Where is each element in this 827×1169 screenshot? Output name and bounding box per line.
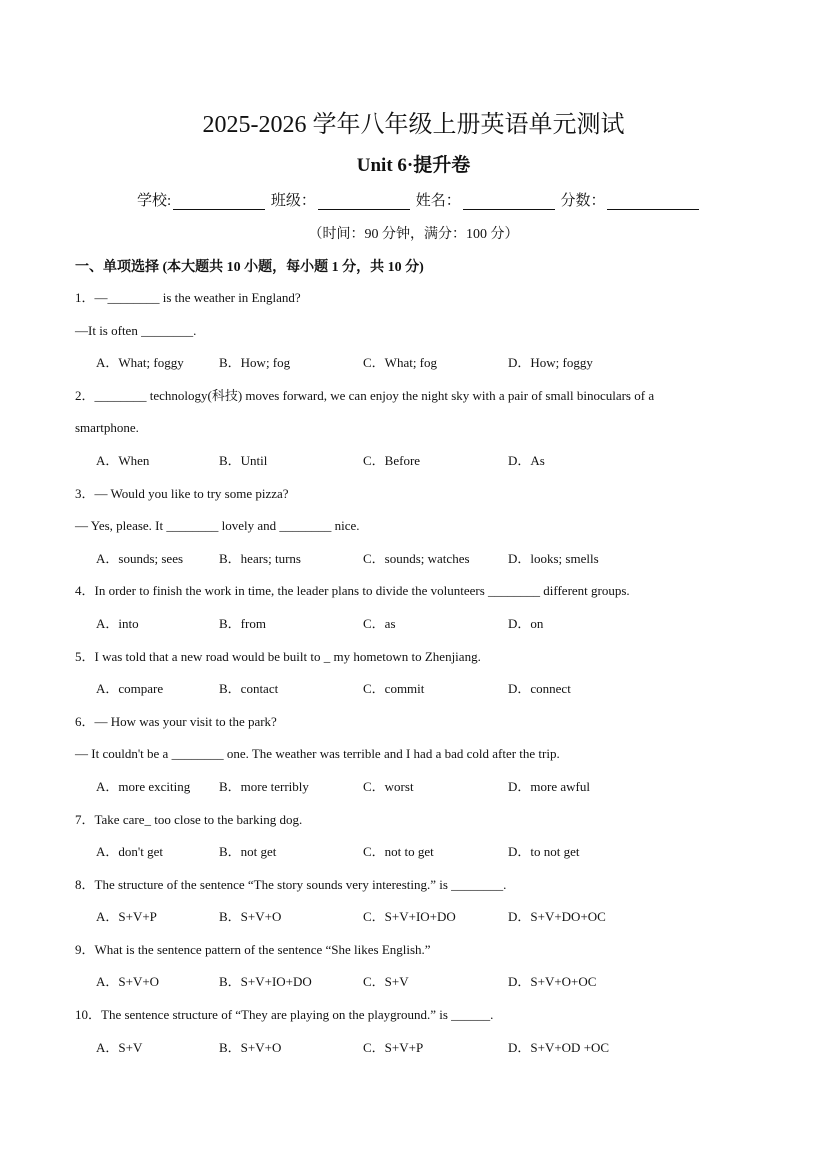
question-9 xyxy=(75,940,735,1005)
question-text: 8．The structure of the sentence “The story sounds very interesting.” is ________. xyxy=(75,876,507,892)
answer-option: D．to not get xyxy=(508,844,580,860)
score-field[interactable] xyxy=(607,193,699,210)
question-text: 5．I was told that a new road would be built to _ my hometown to Zhenjiang. xyxy=(75,648,481,664)
answer-option: B．from xyxy=(219,615,266,631)
answer-option: B．S+V+O xyxy=(219,1039,282,1055)
question-text: — Yes, please. It ________ lovely and ________ nice. xyxy=(75,518,360,534)
option-row xyxy=(75,972,735,1005)
time-note: （时间：90 分钟，满分：100 分） xyxy=(308,227,519,242)
question-3 xyxy=(75,484,735,582)
question-text: 6．— How was your visit to the park? xyxy=(75,713,277,729)
answer-option: C．worst xyxy=(363,778,414,794)
question-text: —It is often ________. xyxy=(75,322,197,338)
answer-option: D．on xyxy=(508,615,544,631)
answer-option: D．As xyxy=(508,452,545,468)
answer-option: A．What; foggy xyxy=(96,355,184,371)
answer-option: D．connect xyxy=(508,681,571,697)
answer-option: D．looks; smells xyxy=(508,550,599,566)
question-text: — It couldn't be a ________ one. The weather was terrible and I had a bad cold after the trip. xyxy=(75,746,560,762)
answer-option: C．S+V xyxy=(363,974,409,990)
option-row xyxy=(75,907,735,940)
answer-option: B．contact xyxy=(219,681,279,697)
answer-option: D．S+V+O+OC xyxy=(508,974,597,990)
question-1 xyxy=(75,288,735,386)
section-heading: 一、单项选择 (本大题共 10 小题，每小题 1 分，共 10 分) xyxy=(75,260,424,275)
document-subtitle: Unit 6·提升卷 xyxy=(356,155,471,176)
option-row xyxy=(75,549,735,582)
question-text: 1．—________ is the weather in England? xyxy=(75,290,301,305)
document-title: 2025-2026 学年八年级上册英语单元测试 xyxy=(202,112,625,138)
answer-option: C．not to get xyxy=(363,844,434,860)
answer-option: C．S+V+IO+DO xyxy=(363,909,456,925)
answer-option: B．S+V+O xyxy=(219,909,282,925)
question-text: 7．Take care_ too close to the barking dog. xyxy=(75,811,303,827)
answer-option: C．S+V+P xyxy=(363,1039,424,1055)
answer-option: C．sounds; watches xyxy=(363,550,470,566)
question-text: smartphone. xyxy=(75,420,139,436)
class-label: 班级： xyxy=(270,193,316,209)
answer-option: A．more exciting xyxy=(96,778,191,794)
answer-option: C．What; fog xyxy=(363,355,438,371)
answer-option: B．Until xyxy=(219,452,268,468)
question-8 xyxy=(75,875,735,940)
option-row xyxy=(75,679,735,712)
question-text: 4．In order to finish the work in time, the leader plans to divide the volunteers ________ different groups. xyxy=(75,583,630,599)
answer-option: B．How; fog xyxy=(219,355,291,371)
answer-option: A．S+V xyxy=(96,1039,143,1055)
answer-option: B．not get xyxy=(219,844,277,860)
answer-option: A．S+V+O xyxy=(96,974,160,990)
class-field[interactable] xyxy=(318,193,410,210)
question-4 xyxy=(75,581,735,646)
option-row xyxy=(75,451,735,484)
question-text: 3．— Would you like to try some pizza? xyxy=(75,485,289,501)
answer-option: D．How; foggy xyxy=(508,355,593,371)
option-row xyxy=(75,1038,735,1071)
answer-option: A．S+V+P xyxy=(96,909,157,925)
question-10 xyxy=(75,1005,735,1070)
answer-option: B．more terribly xyxy=(219,778,309,794)
student-info-row xyxy=(137,189,701,210)
question-6 xyxy=(75,712,735,810)
question-text: 9．What is the sentence pattern of the sentence “She likes English.” xyxy=(75,941,431,957)
answer-option: D．S+V+DO+OC xyxy=(508,909,606,925)
question-5 xyxy=(75,647,735,712)
answer-option: B．S+V+IO+DO xyxy=(219,974,312,990)
answer-option: C．Before xyxy=(363,452,421,468)
option-row xyxy=(75,777,735,810)
answer-option: A．When xyxy=(96,452,150,468)
answer-option: A．compare xyxy=(96,681,164,697)
question-text: 10．The sentence structure of “They are playing on the playground.” is ______. xyxy=(75,1007,494,1023)
answer-option: C．commit xyxy=(363,681,425,697)
option-row xyxy=(75,614,735,647)
answer-option: D．more awful xyxy=(508,778,590,794)
school-label: 学校: xyxy=(137,193,172,209)
answer-option: A．sounds; sees xyxy=(96,550,184,566)
score-label: 分数： xyxy=(560,193,606,209)
answer-option: C．as xyxy=(363,615,396,631)
school-field[interactable] xyxy=(173,193,265,210)
name-label: 姓名： xyxy=(415,193,461,209)
question-2 xyxy=(75,386,735,484)
question-text: 2．________ technology(科技) moves forward, we can enjoy the night sky with a pair of small binoculars of a xyxy=(75,387,655,403)
question-list xyxy=(75,288,735,1070)
option-row xyxy=(75,353,735,386)
answer-option: D．S+V+OD +OC xyxy=(508,1039,610,1055)
answer-option: B．hears; turns xyxy=(219,550,301,566)
answer-option: A．don't get xyxy=(96,844,163,860)
name-field[interactable] xyxy=(463,193,555,210)
answer-option: A．into xyxy=(96,615,139,631)
question-7 xyxy=(75,810,735,875)
option-row xyxy=(75,842,735,875)
